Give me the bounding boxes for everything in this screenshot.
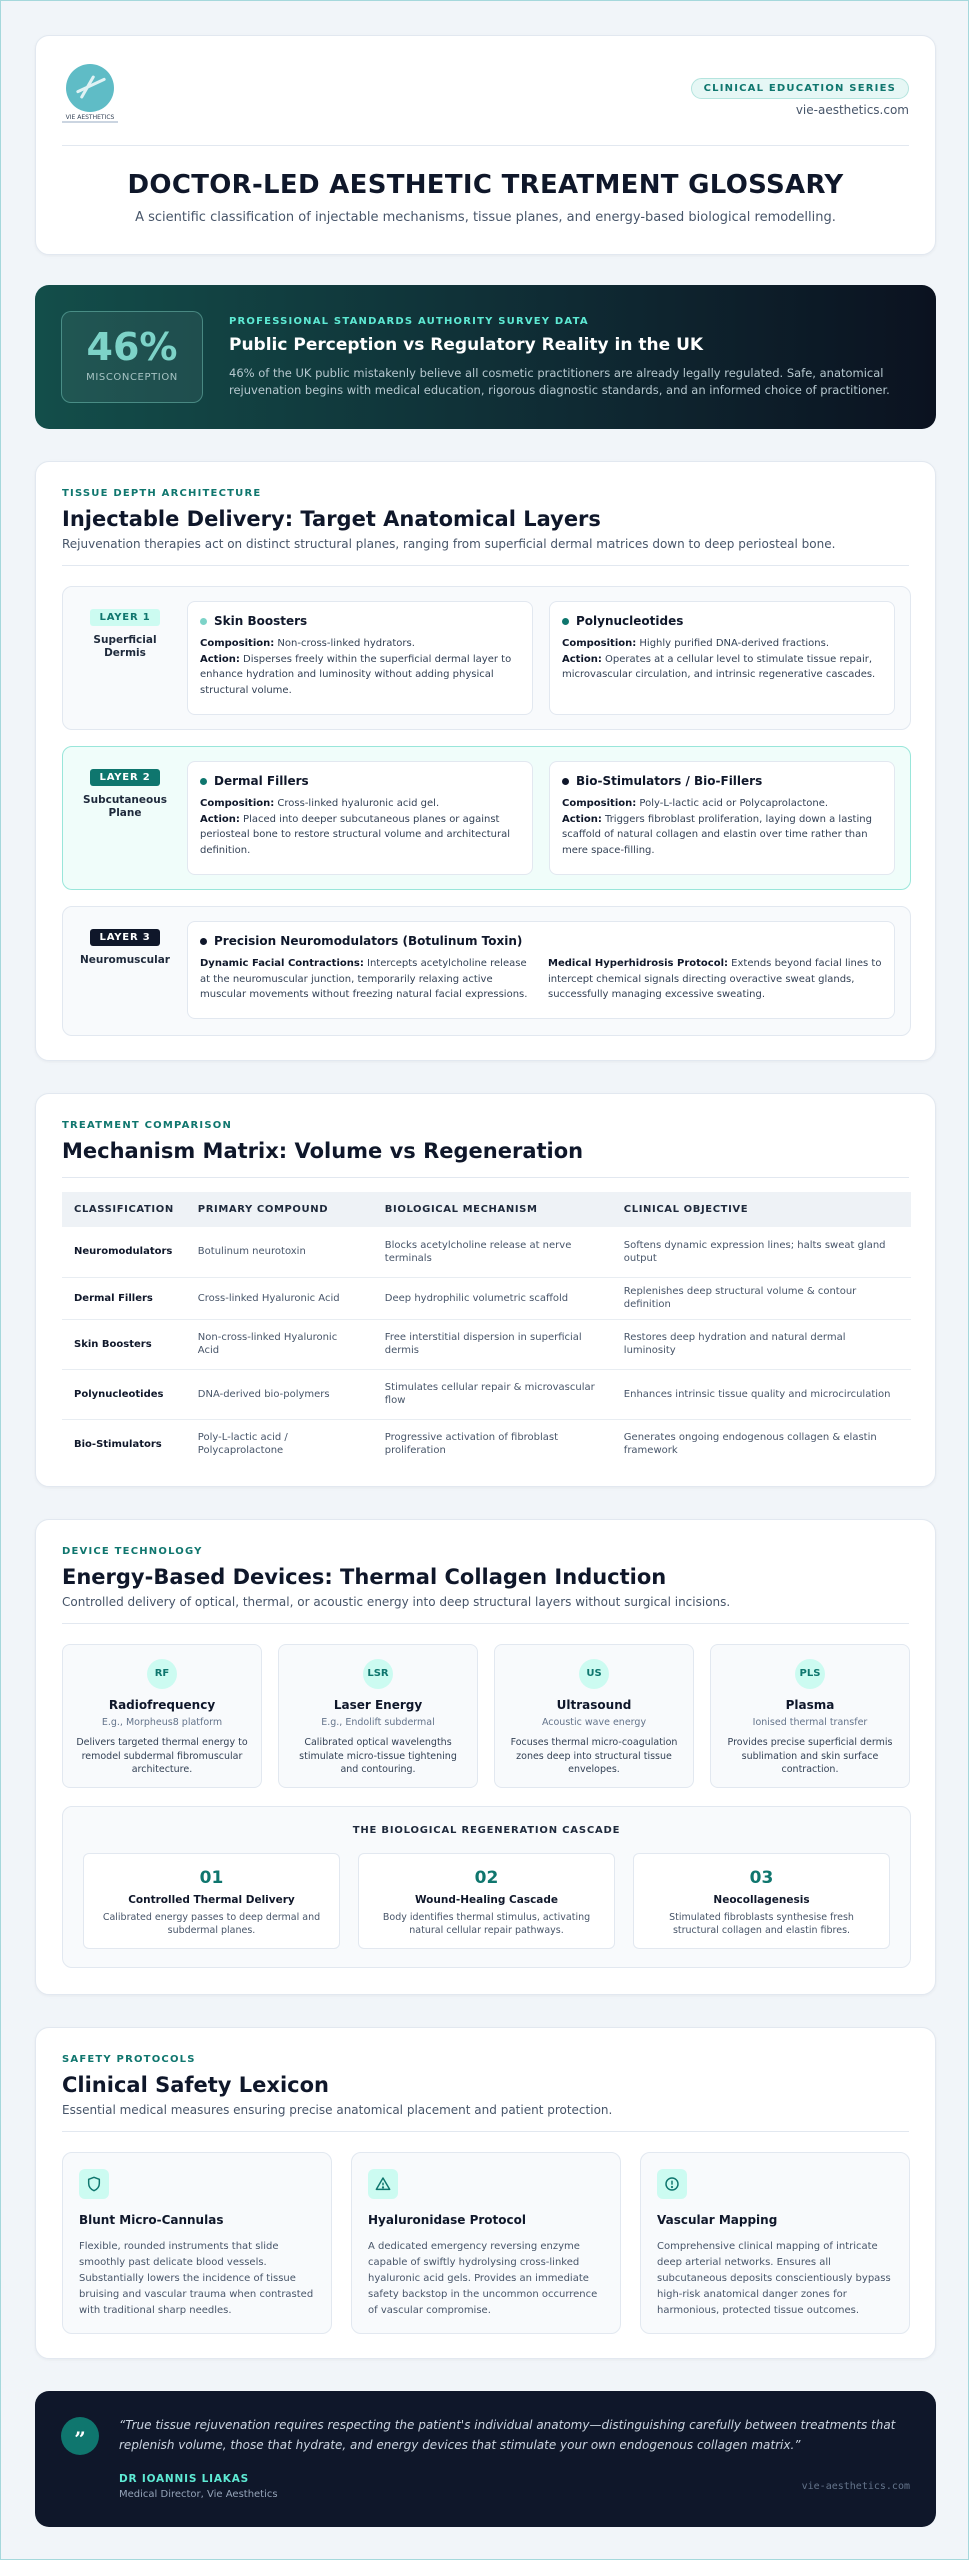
step-description: Calibrated energy passes to deep dermal and subdermal planes.	[102, 1912, 321, 1936]
step-name: Neocollagenesis	[713, 1894, 810, 1906]
dynamic-label: Dynamic Facial Contractions:	[200, 958, 364, 969]
action-label: Action:	[200, 653, 240, 665]
device-name: Laser Energy	[333, 1698, 423, 1712]
cascade-step-3	[633, 1853, 890, 1949]
composition-label: Composition:	[562, 798, 637, 809]
table-row	[62, 1277, 911, 1319]
plasma-icon: PLS	[795, 1659, 825, 1689]
table-cell: Dermal Fillers	[62, 1277, 186, 1319]
safety-section	[35, 2027, 936, 2359]
safety-description: A dedicated emergency reversing enzyme capable of swiftly hydrolysing cross-linked hyaluronic acid gels. Provides an immediate safety backstop in the uncommon occurrence of vascular compromise.	[368, 2241, 598, 2316]
layer-label	[63, 747, 187, 820]
dot-icon	[200, 938, 207, 945]
table-cell: Bio-Stimulators	[74, 1438, 162, 1450]
divider	[62, 2131, 909, 2132]
quote-author: DR IOANNIS LIAKAS	[119, 2473, 249, 2485]
shield-icon	[79, 2169, 109, 2199]
table-row	[62, 1227, 911, 1277]
treatment-card-title	[562, 614, 882, 628]
rf-icon: RF	[147, 1659, 177, 1689]
layer-badge: LAYER 3	[90, 929, 161, 946]
composition-label: Composition:	[200, 798, 275, 809]
page-title: DOCTOR-LED AESTHETIC TREATMENT GLOSSARY	[127, 170, 844, 200]
treatment-card-title	[562, 774, 882, 788]
dot-icon	[562, 618, 569, 625]
stat-title: Public Perception vs Regulatory Reality in the UK	[229, 334, 704, 355]
treatment-name: Precision Neuromodulators (Botulinum Toxin)	[214, 934, 523, 948]
composition-label: Composition:	[562, 638, 637, 649]
device-name: Plasma	[785, 1698, 835, 1712]
table-cell: Blocks acetylcholine release at nerve terminals	[373, 1227, 612, 1277]
hyperhidrosis-label: Medical Hyperhidrosis Protocol:	[548, 958, 728, 969]
device-description: Focuses thermal micro-coagulation zones deep into structural tissue envelopes.	[510, 1737, 678, 1775]
section-subtitle: Essential medical measures ensuring precise anatomical placement and patient protection.	[62, 2103, 613, 2117]
devices-section	[35, 1519, 936, 1995]
device-example: E.g., Morpheus8 platform	[101, 1717, 223, 1728]
layer-name: Subcutaneous Plane	[83, 794, 167, 819]
stat-caption: MISCONCEPTION	[86, 372, 178, 383]
treatment-card-title	[200, 614, 520, 628]
device-description: Delivers targeted thermal energy to remodel subdermal fibromuscular architecture.	[76, 1737, 248, 1775]
table-cell: Skin Boosters	[62, 1319, 186, 1369]
layer-badge: LAYER 1	[90, 609, 161, 626]
ultrasound-icon: US	[579, 1659, 609, 1689]
table-header-row	[62, 1192, 911, 1227]
table-cell: DNA-derived bio-polymers	[186, 1369, 373, 1419]
stat-eyebrow: PROFESSIONAL STANDARDS AUTHORITY SURVEY DATA	[229, 315, 589, 327]
cascade-step-2	[358, 1853, 615, 1949]
page-subtitle: A scientific classification of injectable mechanisms, tissue planes, and energy-based biological remodelling.	[135, 210, 836, 225]
treatment-name: Dermal Fillers	[214, 774, 309, 788]
treatment-description	[562, 636, 882, 683]
column-header: CLASSIFICATION	[62, 1192, 186, 1227]
step-number: 03	[749, 1868, 774, 1888]
divider	[62, 1623, 909, 1624]
table-cell: Softens dynamic expression lines; halts sweat gland output	[612, 1227, 911, 1277]
table-cell: Botulinum neurotoxin	[186, 1227, 373, 1277]
header-meta	[691, 62, 909, 117]
divider	[62, 1177, 909, 1178]
table-cell: Free interstitial dispersion in superficial dermis	[373, 1319, 612, 1369]
stat-value: 46%	[86, 325, 178, 369]
safety-name: Blunt Micro-Cannulas	[79, 2213, 224, 2227]
step-description: Body identifies thermal stimulus, activating natural cellular repair pathways.	[382, 1912, 591, 1936]
device-grid	[62, 1644, 911, 1788]
device-example: E.g., Endolift subdermal	[321, 1717, 435, 1728]
treatment-card-dermal-fillers[interactable]	[187, 761, 533, 875]
device-card-radiofrequency[interactable]	[62, 1644, 262, 1788]
table-cell: Neuromodulators	[62, 1227, 186, 1277]
treatment-card-bio-stimulators[interactable]	[549, 761, 895, 875]
composition-text: Cross-linked hyaluronic acid gel.	[274, 798, 440, 809]
dynamic-text: Intercepts acetylcholine release at the neuromuscular junction, temporarily relaxing active muscular movements without freezing natural facial expressions.	[200, 958, 528, 1000]
composition-label: Composition:	[200, 638, 275, 649]
safety-name: Hyaluronidase Protocol	[368, 2213, 526, 2227]
action-label: Action:	[562, 653, 602, 665]
cascade-step-1	[83, 1853, 340, 1949]
quote-banner	[35, 2391, 936, 2527]
layer-2	[62, 746, 911, 890]
cascade-title: THE BIOLOGICAL REGENERATION CASCADE	[352, 1825, 621, 1836]
neuromodulator-details	[200, 948, 882, 1003]
device-name: Radiofrequency	[108, 1698, 216, 1712]
safety-card-hyaluronidase[interactable]	[351, 2152, 621, 2334]
section-eyebrow: TREATMENT COMPARISON	[62, 1120, 233, 1131]
treatment-name: Skin Boosters	[214, 614, 308, 628]
info-icon	[657, 2169, 687, 2199]
stat-banner	[35, 285, 936, 429]
stat-body	[229, 316, 910, 399]
action-text: Operates at a cellular level to stimulate tissue repair, microvascular circulation, and intrinsic regenerative cascades.	[562, 653, 876, 680]
logo-emblem-icon	[66, 64, 114, 112]
table-cell: Polynucleotides	[62, 1369, 186, 1419]
divider	[62, 565, 909, 566]
laser-icon: LSR	[363, 1659, 393, 1689]
action-text: Disperses freely within the superficial dermal layer to enhance hydration and luminosity without adding physical structural volume.	[200, 653, 512, 696]
treatment-description	[200, 796, 520, 858]
safety-card-cannulas[interactable]	[62, 2152, 332, 2334]
safety-card-vascular-mapping[interactable]	[640, 2152, 910, 2334]
treatment-description	[562, 796, 882, 858]
section-title: Mechanism Matrix: Volume vs Regeneration	[62, 1139, 584, 1163]
device-description: Provides precise superficial dermis sublimation and skin surface contraction.	[727, 1737, 893, 1775]
layer-name: Superficial Dermis	[93, 634, 157, 659]
table-cell: Poly-L-lactic acid / Polycaprolactone	[197, 1432, 288, 1457]
action-text: Triggers fibroblast proliferation, laying down a lasting scaffold of natural collagen and elastin over time rather than mere space-filling.	[562, 813, 872, 856]
step-name: Wound-Healing Cascade	[414, 1894, 559, 1906]
treatment-card-polynucleotides[interactable]	[549, 601, 895, 715]
layer-3	[62, 906, 911, 1036]
table-cell: Restores deep hydration and natural dermal luminosity	[612, 1319, 911, 1369]
section-eyebrow: SAFETY PROTOCOLS	[62, 2054, 196, 2065]
mechanism-table	[62, 1192, 911, 1469]
safety-grid	[62, 2152, 911, 2334]
section-title: Clinical Safety Lexicon	[62, 2073, 329, 2097]
composition-text: Poly-L-lactic acid or Polycaprolactone.	[636, 798, 829, 809]
table-cell: Cross-linked Hyaluronic Acid	[186, 1277, 373, 1319]
section-eyebrow: DEVICE TECHNOLOGY	[62, 1546, 203, 1557]
action-label: Action:	[562, 813, 602, 825]
layer-label	[63, 907, 187, 967]
device-name: Ultrasound	[556, 1698, 632, 1712]
section-title: Energy-Based Devices: Thermal Collagen Induction	[62, 1565, 667, 1589]
header-domain-link[interactable]: vie-aesthetics.com	[795, 103, 909, 117]
section-subtitle: Rejuvenation therapies act on distinct structural planes, ranging from superficial dermal matrices down to deep periosteal bone.	[62, 537, 836, 551]
table-cell: Replenishes deep structural volume & contour definition	[612, 1277, 911, 1319]
safety-description: Flexible, rounded instruments that slide smoothly past delicate blood vessels. Substantially lowers the incidence of tissue bruising and vascular trauma when contrasted with traditional sharp needles.	[79, 2241, 314, 2316]
dot-icon	[562, 778, 569, 785]
column-header: BIOLOGICAL MECHANISM	[373, 1192, 612, 1227]
table-cell: Stimulates cellular repair & microvascular flow	[373, 1369, 612, 1419]
action-label: Action:	[200, 813, 240, 825]
dynamic-contractions-text	[200, 956, 534, 1003]
table-row	[62, 1319, 911, 1369]
treatment-card-skin-boosters[interactable]	[187, 601, 533, 715]
warning-icon	[368, 2169, 398, 2199]
action-text: Placed into deeper subcutaneous planes or against periosteal bone to restore structural volume and architectural definition.	[200, 813, 510, 856]
section-eyebrow: TISSUE DEPTH ARCHITECTURE	[62, 488, 262, 499]
device-card-laser[interactable]	[278, 1644, 478, 1788]
layer-1	[62, 586, 911, 730]
treatment-card-title	[200, 774, 520, 788]
layer-badge: LAYER 2	[90, 769, 161, 786]
safety-name: Vascular Mapping	[657, 2213, 778, 2227]
table-cell: Non-cross-linked Hyaluronic Acid	[186, 1319, 373, 1369]
treatment-card-neuromodulators[interactable]	[187, 921, 895, 1019]
table-cell: Deep hydrophilic volumetric scaffold	[373, 1277, 612, 1319]
table-cell: Generates ongoing endogenous collagen & elastin framework	[623, 1432, 877, 1457]
table-row	[62, 1419, 911, 1469]
logo-text: VIE AESTHETICS	[65, 114, 115, 121]
layers-section	[35, 461, 936, 1061]
table-row	[62, 1369, 911, 1419]
quote-text: “True tissue rejuvenation requires respecting the patient's individual anatomy—distinguishing carefully between treatments that replenish volume, those that hydrate, and energy devices that stimulate your own endogenous collagen matrix.”	[119, 2418, 896, 2452]
section-subtitle: Controlled delivery of optical, thermal, or acoustic energy into deep structural layers without surgical incisions.	[62, 1595, 731, 1609]
regeneration-cascade	[62, 1806, 911, 1968]
series-badge: CLINICAL EDUCATION SERIES	[691, 78, 909, 99]
hyperhidrosis-text	[548, 956, 882, 1003]
device-description: Calibrated optical wavelengths stimulate micro-tissue tightening and contouring.	[299, 1737, 457, 1775]
quote-role: Medical Director, Vie Aesthetics	[119, 2489, 278, 2500]
footer-domain-link[interactable]: vie-aesthetics.com	[801, 2481, 910, 2492]
step-description: Stimulated fibroblasts synthesise fresh structural collagen and elastin fibres.	[669, 1912, 854, 1936]
table-cell: Enhances intrinsic tissue quality and microcirculation	[612, 1369, 911, 1419]
layer-name: Neuromuscular	[79, 954, 170, 966]
step-number: 02	[474, 1868, 499, 1888]
device-card-ultrasound[interactable]	[494, 1644, 694, 1788]
composition-text: Non-cross-linked hydrators.	[274, 638, 415, 649]
step-name: Controlled Thermal Delivery	[128, 1894, 295, 1906]
treatment-name: Bio-Stimulators / Bio-Fillers	[576, 774, 763, 788]
table-cell: Progressive activation of fibroblast proliferation	[384, 1432, 559, 1457]
stat-box	[61, 311, 203, 403]
column-header: PRIMARY COMPOUND	[186, 1192, 373, 1227]
device-card-plasma[interactable]	[710, 1644, 910, 1788]
device-example: Acoustic wave energy	[541, 1717, 647, 1728]
matrix-section	[35, 1093, 936, 1487]
logo[interactable]	[62, 62, 118, 124]
treatment-card-title	[200, 934, 882, 948]
device-example: Ionised thermal transfer	[752, 1717, 868, 1728]
safety-description: Comprehensive clinical mapping of intricate deep arterial networks. Ensures all subcutaneous deposits conscientiously bypass high-risk anatomical danger zones for harmonious, protected tissue outcomes.	[657, 2241, 891, 2316]
hyperhidrosis-description: Extends beyond facial lines to intercept chemical signals directing overactive sweat glands, successfully managing excessive sweating.	[548, 958, 882, 1000]
dot-icon	[200, 778, 207, 785]
step-number: 01	[199, 1868, 224, 1888]
composition-text: Highly purified DNA-derived fractions.	[636, 638, 830, 649]
treatment-name: Polynucleotides	[576, 614, 684, 628]
column-header: CLINICAL OBJECTIVE	[612, 1192, 911, 1227]
stat-text: 46% of the UK public mistakenly believe all cosmetic practitioners are already legally regulated. Safe, anatomical rejuvenation begins with medical education, rigorous diagnostic standards, and an informed choice of practitioner.	[229, 365, 890, 397]
dot-icon	[200, 618, 207, 625]
layer-label	[63, 587, 187, 660]
section-title: Injectable Delivery: Target Anatomical Layers	[62, 507, 601, 531]
treatment-description	[200, 636, 520, 698]
header-top	[62, 62, 909, 146]
header-card	[35, 35, 936, 255]
quote-icon: ”	[61, 2417, 99, 2455]
